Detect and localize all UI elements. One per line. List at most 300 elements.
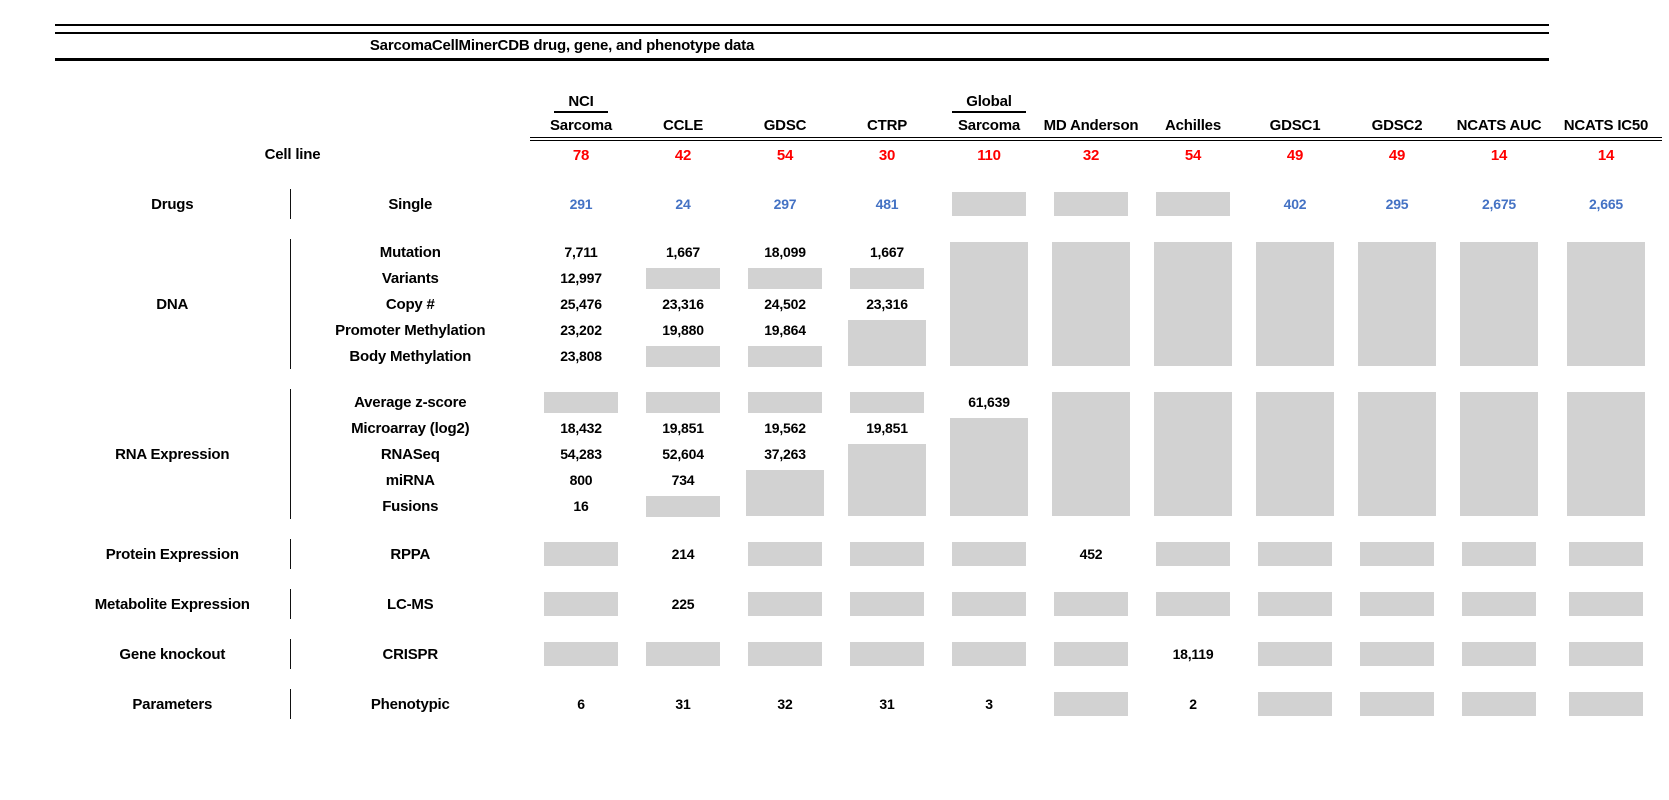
text: 23,202 bbox=[560, 322, 602, 338]
text: 214 bbox=[671, 546, 695, 562]
text: 291 bbox=[569, 196, 593, 212]
text: 3 bbox=[985, 696, 993, 712]
value-cell bbox=[530, 189, 632, 219]
column-header: CCLE bbox=[662, 117, 704, 134]
missing-data-box bbox=[1154, 392, 1232, 516]
category-label-cell bbox=[55, 539, 290, 569]
missing-data-box bbox=[544, 642, 618, 666]
row-label-cell bbox=[290, 415, 530, 441]
cell-line-count: 54 bbox=[776, 146, 794, 164]
missing-data-cell bbox=[1040, 189, 1142, 219]
missing-data-box bbox=[1360, 542, 1434, 566]
missing-data-cell bbox=[734, 639, 836, 669]
column-header-cell bbox=[938, 113, 1040, 139]
missing-data-cell bbox=[1244, 689, 1346, 719]
text: 31 bbox=[675, 696, 691, 712]
missing-data-box bbox=[850, 642, 924, 666]
category-label: DNA bbox=[156, 295, 189, 313]
missing-data-cell bbox=[836, 639, 938, 669]
missing-data-box bbox=[850, 268, 924, 289]
column-header: Achilles bbox=[1165, 117, 1221, 134]
column-header-top-cell bbox=[1346, 87, 1448, 113]
row-label-cell bbox=[290, 441, 530, 467]
row-label: miRNA bbox=[385, 471, 435, 489]
missing-data-box bbox=[850, 542, 924, 566]
category-label-cell bbox=[55, 239, 290, 369]
missing-data-cell bbox=[1346, 539, 1448, 569]
missing-data-box bbox=[646, 268, 720, 289]
row-label-cell bbox=[290, 189, 530, 219]
missing-data-cell bbox=[1346, 239, 1448, 369]
row-label: RPPA bbox=[390, 545, 431, 563]
missing-data-cell bbox=[1550, 589, 1662, 619]
text: 18,119 bbox=[1172, 646, 1214, 662]
text: 2,675 bbox=[1481, 196, 1517, 212]
missing-data-box bbox=[544, 542, 618, 566]
text: 18,432 bbox=[560, 420, 602, 436]
missing-data-box bbox=[1258, 642, 1332, 666]
missing-data-cell bbox=[734, 343, 836, 369]
value-cell bbox=[530, 689, 632, 719]
missing-data-cell bbox=[530, 589, 632, 619]
spacer bbox=[55, 669, 1662, 689]
missing-data-cell bbox=[1550, 239, 1662, 369]
missing-data-box bbox=[646, 642, 720, 666]
text: 24,502 bbox=[764, 296, 806, 312]
value-cell bbox=[1346, 189, 1448, 219]
value-cell bbox=[632, 239, 734, 265]
text: 19,562 bbox=[764, 420, 806, 436]
data-row bbox=[55, 539, 1662, 569]
row-label-cell bbox=[290, 343, 530, 369]
cell-line-count: 49 bbox=[1286, 146, 1304, 164]
missing-data-cell bbox=[938, 639, 1040, 669]
cell-line-count-cell bbox=[938, 139, 1040, 169]
text: 452 bbox=[1079, 546, 1103, 562]
missing-data-cell bbox=[938, 189, 1040, 219]
category-label-cell bbox=[55, 389, 290, 519]
spacer-row bbox=[55, 169, 1662, 189]
missing-data-cell bbox=[938, 415, 1040, 519]
value-cell bbox=[734, 689, 836, 719]
row-label: Average z-score bbox=[354, 393, 467, 411]
row-label-cell bbox=[290, 639, 530, 669]
missing-data-cell bbox=[530, 639, 632, 669]
column-header-top-cell bbox=[530, 87, 632, 113]
value-cell bbox=[530, 493, 632, 519]
row-label-cell bbox=[290, 589, 530, 619]
missing-data-cell bbox=[1142, 589, 1244, 619]
value-cell bbox=[632, 589, 734, 619]
missing-data-cell bbox=[1346, 389, 1448, 519]
missing-data-box bbox=[1460, 242, 1538, 366]
row-label: Microarray (log2) bbox=[351, 419, 470, 437]
data-row bbox=[55, 589, 1662, 619]
value-cell bbox=[632, 415, 734, 441]
cell-line-count: 110 bbox=[977, 146, 1001, 164]
value-cell bbox=[632, 689, 734, 719]
missing-data-box bbox=[1358, 242, 1436, 366]
missing-data-cell bbox=[1346, 639, 1448, 669]
missing-data-cell bbox=[1550, 689, 1662, 719]
value-cell bbox=[632, 317, 734, 343]
missing-data-cell bbox=[1040, 639, 1142, 669]
column-header-top: NCI bbox=[554, 93, 607, 113]
data-row bbox=[55, 239, 1662, 265]
category-label: RNA Expression bbox=[115, 445, 230, 463]
missing-data-box bbox=[952, 642, 1026, 666]
row-label: Body Methylation bbox=[349, 347, 472, 365]
value-cell bbox=[530, 441, 632, 467]
missing-data-cell bbox=[1244, 389, 1346, 519]
header-row-main bbox=[55, 113, 1662, 139]
title-band bbox=[55, 32, 1549, 61]
value-cell bbox=[836, 189, 938, 219]
text: 18,099 bbox=[764, 244, 806, 260]
category-label: Gene knockout bbox=[119, 645, 226, 663]
value-cell bbox=[632, 441, 734, 467]
column-header: GDSC bbox=[763, 117, 807, 134]
column-header-cell bbox=[1142, 113, 1244, 139]
missing-data-box bbox=[1052, 242, 1130, 366]
missing-data-box bbox=[1462, 542, 1536, 566]
missing-data-cell bbox=[1448, 589, 1550, 619]
cell-line-count-cell bbox=[1142, 139, 1244, 169]
missing-data-cell bbox=[836, 589, 938, 619]
cell-line-count-cell bbox=[1448, 139, 1550, 169]
column-header-top-cell bbox=[836, 87, 938, 113]
text: 2,665 bbox=[1588, 196, 1624, 212]
missing-data-cell bbox=[1142, 189, 1244, 219]
value-cell bbox=[734, 291, 836, 317]
missing-data-box bbox=[646, 392, 720, 413]
header-spacer-cell bbox=[55, 87, 530, 113]
missing-data-box bbox=[952, 542, 1026, 566]
missing-data-cell bbox=[530, 539, 632, 569]
spacer-row bbox=[55, 219, 1662, 239]
missing-data-box bbox=[1460, 392, 1538, 516]
spacer-row bbox=[55, 369, 1662, 389]
missing-data-cell bbox=[734, 589, 836, 619]
value-cell bbox=[836, 415, 938, 441]
missing-data-box bbox=[748, 642, 822, 666]
cell-line-count: 54 bbox=[1184, 146, 1202, 164]
text: 54,283 bbox=[560, 446, 602, 462]
row-label-cell bbox=[290, 389, 530, 415]
row-label: Phenotypic bbox=[370, 695, 450, 713]
missing-data-box bbox=[1358, 392, 1436, 516]
cell-line-row bbox=[55, 139, 1662, 169]
row-label-cell bbox=[290, 467, 530, 493]
value-cell bbox=[734, 189, 836, 219]
value-cell bbox=[530, 343, 632, 369]
cell-line-count: 30 bbox=[878, 146, 896, 164]
row-label: LC-MS bbox=[387, 595, 434, 613]
value-cell bbox=[836, 689, 938, 719]
missing-data-cell bbox=[938, 239, 1040, 369]
missing-data-box bbox=[848, 444, 926, 516]
missing-data-box bbox=[1258, 592, 1332, 616]
column-header-cell bbox=[530, 113, 632, 139]
missing-data-box bbox=[1462, 692, 1536, 716]
missing-data-box bbox=[1258, 542, 1332, 566]
column-header-top-cell bbox=[632, 87, 734, 113]
cell-line-label-cell bbox=[55, 139, 530, 169]
missing-data-cell bbox=[1448, 389, 1550, 519]
row-label: Single bbox=[388, 195, 433, 213]
spacer bbox=[55, 219, 1662, 239]
missing-data-cell bbox=[1040, 239, 1142, 369]
missing-data-box bbox=[1154, 242, 1232, 366]
row-label-cell bbox=[290, 291, 530, 317]
column-header-top: Global bbox=[952, 93, 1025, 113]
text: 19,851 bbox=[662, 420, 704, 436]
text: 225 bbox=[671, 596, 695, 612]
column-header-cell bbox=[1346, 113, 1448, 139]
row-label: CRISPR bbox=[382, 645, 438, 663]
category-label-cell bbox=[55, 189, 290, 219]
data-row bbox=[55, 189, 1662, 219]
value-cell bbox=[836, 239, 938, 265]
missing-data-cell bbox=[836, 265, 938, 291]
text: 19,864 bbox=[764, 322, 806, 338]
missing-data-box bbox=[850, 392, 924, 413]
missing-data-cell bbox=[530, 389, 632, 415]
cell-line-count: 78 bbox=[572, 146, 590, 164]
row-label-cell bbox=[290, 493, 530, 519]
spacer bbox=[55, 619, 1662, 639]
text: 2 bbox=[1189, 696, 1197, 712]
category-label: Parameters bbox=[132, 695, 213, 713]
missing-data-cell bbox=[632, 639, 734, 669]
missing-data-cell bbox=[1550, 639, 1662, 669]
text: 800 bbox=[569, 472, 593, 488]
text: 16 bbox=[573, 498, 589, 514]
text: 481 bbox=[875, 196, 899, 212]
missing-data-box bbox=[1054, 642, 1128, 666]
column-header-top-cell bbox=[734, 87, 836, 113]
missing-data-box bbox=[1569, 542, 1643, 566]
row-label-cell bbox=[290, 317, 530, 343]
missing-data-cell bbox=[938, 539, 1040, 569]
value-cell bbox=[1448, 189, 1550, 219]
missing-data-box bbox=[1054, 192, 1128, 216]
spacer-row bbox=[55, 619, 1662, 639]
text: 7,711 bbox=[564, 244, 598, 260]
missing-data-cell bbox=[632, 389, 734, 415]
missing-data-box bbox=[748, 592, 822, 616]
missing-data-cell bbox=[1550, 539, 1662, 569]
missing-data-box bbox=[1054, 692, 1128, 716]
category-label-cell bbox=[55, 589, 290, 619]
value-cell bbox=[1142, 689, 1244, 719]
missing-data-cell bbox=[734, 467, 836, 519]
value-cell bbox=[734, 415, 836, 441]
missing-data-box bbox=[544, 392, 618, 413]
spacer-row bbox=[55, 569, 1662, 589]
missing-data-cell bbox=[1244, 539, 1346, 569]
cell-line-count-cell bbox=[836, 139, 938, 169]
missing-data-cell bbox=[1142, 239, 1244, 369]
value-cell bbox=[530, 291, 632, 317]
cell-line-count-cell bbox=[530, 139, 632, 169]
text: 12,997 bbox=[560, 270, 602, 286]
cell-line-count: 49 bbox=[1388, 146, 1406, 164]
missing-data-box bbox=[1256, 242, 1334, 366]
missing-data-box bbox=[1054, 592, 1128, 616]
row-label: Promoter Methylation bbox=[335, 321, 486, 339]
value-cell bbox=[530, 467, 632, 493]
text: 295 bbox=[1385, 196, 1409, 212]
value-cell bbox=[836, 291, 938, 317]
column-header-cell bbox=[1244, 113, 1346, 139]
column-header-top-cell bbox=[1142, 87, 1244, 113]
column-header-top-cell bbox=[938, 87, 1040, 113]
missing-data-box bbox=[1567, 242, 1645, 366]
column-header-top-cell bbox=[1448, 87, 1550, 113]
row-label-cell bbox=[290, 239, 530, 265]
data-row bbox=[55, 639, 1662, 669]
missing-data-box bbox=[544, 592, 618, 616]
missing-data-box bbox=[748, 392, 822, 413]
spacer bbox=[55, 169, 1662, 189]
cell-line-count-cell bbox=[632, 139, 734, 169]
spacer-row bbox=[55, 669, 1662, 689]
missing-data-box bbox=[1258, 692, 1332, 716]
text: 37,263 bbox=[764, 446, 806, 462]
value-cell bbox=[632, 467, 734, 493]
value-cell bbox=[734, 317, 836, 343]
missing-data-box bbox=[748, 346, 822, 367]
missing-data-box bbox=[1462, 642, 1536, 666]
missing-data-box bbox=[646, 496, 720, 517]
missing-data-box bbox=[1156, 542, 1230, 566]
column-header-cell bbox=[734, 113, 836, 139]
value-cell bbox=[632, 539, 734, 569]
missing-data-box bbox=[950, 242, 1028, 366]
missing-data-box bbox=[1156, 592, 1230, 616]
missing-data-cell bbox=[734, 389, 836, 415]
missing-data-box bbox=[1360, 592, 1434, 616]
missing-data-cell bbox=[1346, 589, 1448, 619]
missing-data-cell bbox=[1142, 539, 1244, 569]
spacer bbox=[55, 519, 1662, 539]
missing-data-cell bbox=[1448, 239, 1550, 369]
column-header-cell bbox=[1448, 113, 1550, 139]
missing-data-box bbox=[850, 592, 924, 616]
value-cell bbox=[1244, 189, 1346, 219]
value-cell bbox=[632, 291, 734, 317]
missing-data-cell bbox=[1346, 689, 1448, 719]
missing-data-cell bbox=[1040, 589, 1142, 619]
row-label-cell bbox=[290, 265, 530, 291]
text: 61,639 bbox=[968, 394, 1010, 410]
cell-line-count: 42 bbox=[674, 146, 692, 164]
column-header-top-cell bbox=[1040, 87, 1142, 113]
value-cell bbox=[530, 317, 632, 343]
spacer bbox=[55, 569, 1662, 589]
missing-data-box bbox=[748, 268, 822, 289]
missing-data-box bbox=[1462, 592, 1536, 616]
value-cell bbox=[1142, 639, 1244, 669]
missing-data-cell bbox=[1448, 689, 1550, 719]
value-cell bbox=[938, 689, 1040, 719]
category-label-cell bbox=[55, 689, 290, 719]
missing-data-cell bbox=[836, 441, 938, 519]
column-header-top-cell bbox=[1244, 87, 1346, 113]
text: 31 bbox=[879, 696, 895, 712]
column-header: NCATS IC50 bbox=[1563, 117, 1649, 134]
cell-line-count: 32 bbox=[1082, 146, 1100, 164]
column-header: MD Anderson bbox=[1043, 117, 1139, 134]
text: 6 bbox=[577, 696, 585, 712]
missing-data-box bbox=[1569, 642, 1643, 666]
missing-data-box bbox=[746, 470, 824, 516]
row-label: RNASeq bbox=[380, 445, 440, 463]
missing-data-cell bbox=[836, 317, 938, 369]
text: 1,667 bbox=[665, 244, 701, 260]
column-header: CTRP bbox=[866, 117, 908, 134]
cell-line-label: Cell line bbox=[264, 145, 321, 163]
missing-data-box bbox=[1569, 592, 1643, 616]
text: 19,880 bbox=[662, 322, 704, 338]
missing-data-box bbox=[646, 346, 720, 367]
column-header: NCATS AUC bbox=[1456, 117, 1542, 134]
missing-data-cell bbox=[1448, 539, 1550, 569]
text: 1,667 bbox=[869, 244, 905, 260]
cell-line-count-cell bbox=[1244, 139, 1346, 169]
column-header-cell bbox=[1550, 113, 1662, 139]
missing-data-box bbox=[1156, 192, 1230, 216]
missing-data-box bbox=[1360, 642, 1434, 666]
column-header-cell bbox=[632, 113, 734, 139]
missing-data-cell bbox=[632, 265, 734, 291]
row-label-cell bbox=[290, 539, 530, 569]
data-row bbox=[55, 689, 1662, 719]
missing-data-cell bbox=[734, 265, 836, 291]
cell-line-count-cell bbox=[1550, 139, 1662, 169]
missing-data-box bbox=[848, 320, 926, 366]
column-header-top-cell bbox=[1550, 87, 1662, 113]
row-label: Fusions bbox=[382, 497, 439, 515]
missing-data-cell bbox=[1040, 389, 1142, 519]
cell-line-count-cell bbox=[1040, 139, 1142, 169]
value-cell bbox=[734, 441, 836, 467]
spacer-row bbox=[55, 519, 1662, 539]
missing-data-box bbox=[950, 418, 1028, 516]
missing-data-cell bbox=[632, 343, 734, 369]
row-label: Copy # bbox=[385, 295, 435, 313]
missing-data-cell bbox=[1448, 639, 1550, 669]
spacer bbox=[55, 369, 1662, 389]
data-row bbox=[55, 389, 1662, 415]
cell-line-count: 14 bbox=[1490, 146, 1508, 164]
category-label-cell bbox=[55, 639, 290, 669]
text: 23,316 bbox=[662, 296, 704, 312]
value-cell bbox=[632, 189, 734, 219]
missing-data-cell bbox=[938, 589, 1040, 619]
text: 23,316 bbox=[866, 296, 908, 312]
value-cell bbox=[1550, 189, 1662, 219]
value-cell bbox=[530, 239, 632, 265]
text: 32 bbox=[777, 696, 793, 712]
value-cell bbox=[734, 239, 836, 265]
missing-data-cell bbox=[632, 493, 734, 519]
missing-data-cell bbox=[1142, 389, 1244, 519]
missing-data-box bbox=[748, 542, 822, 566]
column-header: Sarcoma bbox=[958, 117, 1020, 134]
missing-data-cell bbox=[836, 539, 938, 569]
